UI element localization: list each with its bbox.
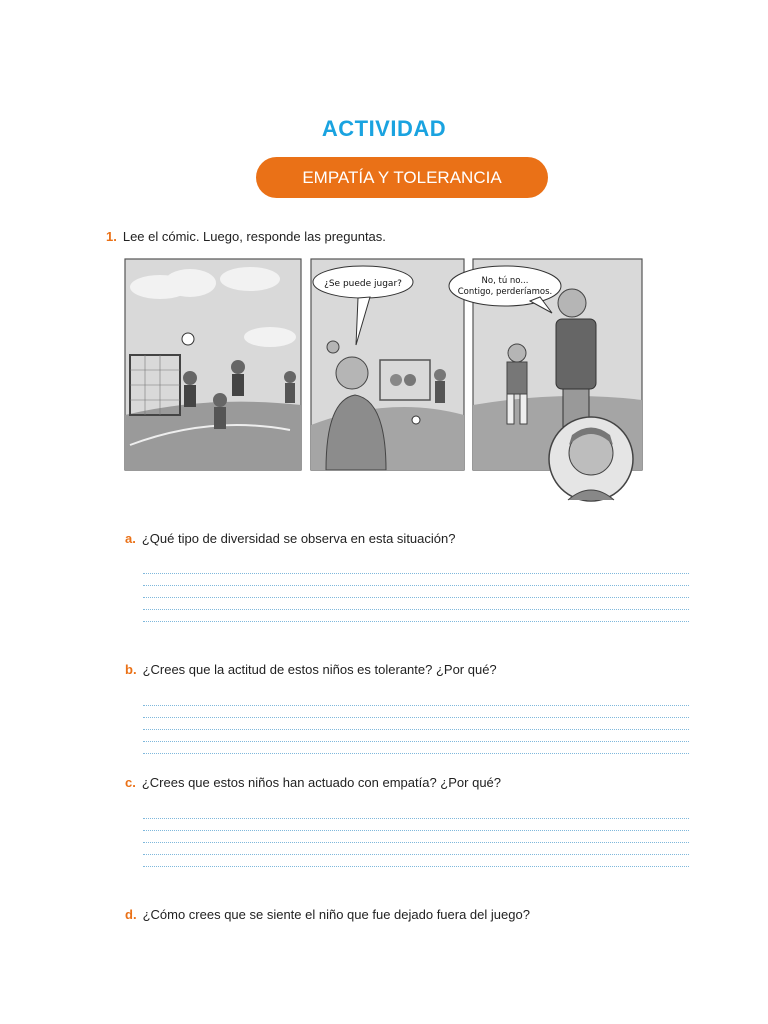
speech-bubble-2-line1: No, tú no...: [481, 276, 529, 286]
speech-bubble-1: ¿Se puede jugar?: [324, 279, 402, 289]
question-b: [125, 662, 497, 677]
page-title: ACTIVIDAD: [321, 116, 447, 141]
instruction: [106, 229, 386, 244]
instruction-text: Lee el cómic. Luego, responde las preguntas.: [122, 229, 386, 244]
question-c: [125, 775, 501, 790]
question-text: ¿Crees que la actitud de estos niños es tolerante? ¿Por qué?: [142, 662, 497, 677]
question-d: [125, 907, 530, 922]
speech-bubble-2-line2: Contigo, perderíamos.: [457, 287, 553, 297]
question-letter: d.: [125, 907, 137, 922]
comic-strip: [120, 255, 650, 515]
comic-panel-3: [449, 259, 642, 501]
answer-lines-b[interactable]: [143, 705, 689, 765]
answer-lines-a[interactable]: [143, 573, 689, 633]
comic-panel-2: [311, 259, 464, 470]
question-letter: b.: [125, 662, 137, 677]
question-letter: a.: [125, 531, 136, 546]
question-text: ¿Crees que estos niños han actuado con empatía? ¿Por qué?: [141, 775, 502, 790]
instruction-number: 1.: [106, 229, 117, 244]
question-a: [125, 531, 455, 546]
question-letter: c.: [125, 775, 136, 790]
comic-panel-1: [125, 259, 301, 470]
section-banner: EMPATÍA Y TOLERANCIA: [256, 157, 548, 198]
answer-lines-c[interactable]: [143, 818, 689, 878]
question-text: ¿Cómo crees que se siente el niño que fue dejado fuera del juego?: [142, 907, 530, 922]
question-text: ¿Qué tipo de diversidad se observa en esta situación?: [141, 531, 456, 546]
